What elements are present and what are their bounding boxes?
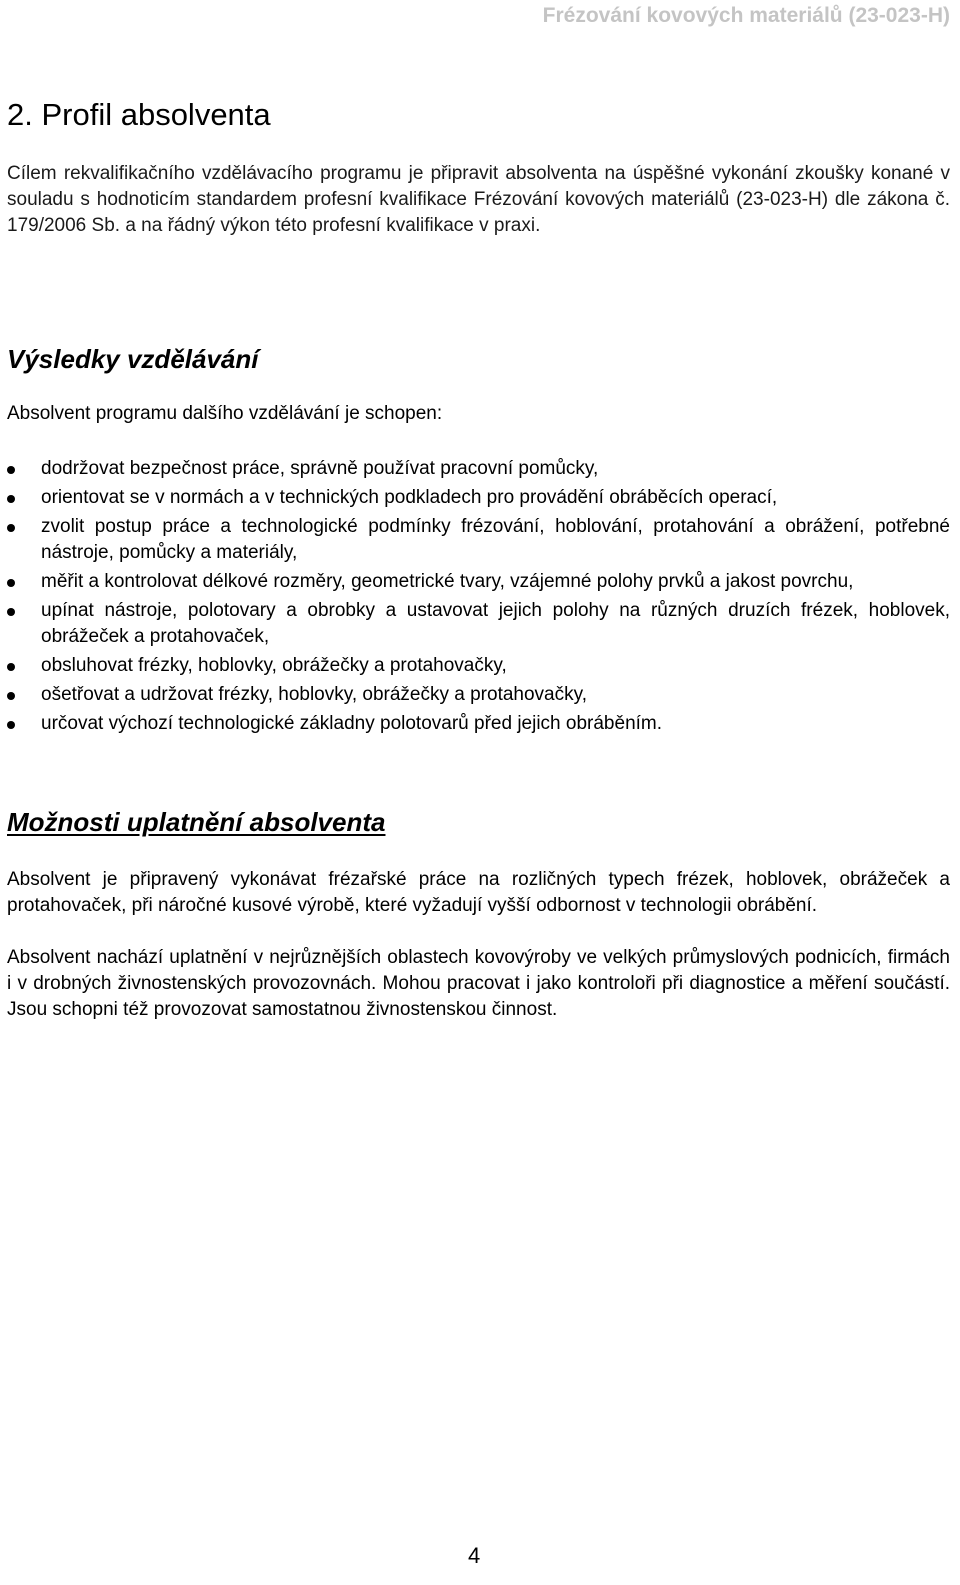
- list-item-text: dodržovat bezpečnost práce, správně používat pracovní pomůcky,: [41, 458, 599, 479]
- page-number: 4: [468, 1543, 481, 1568]
- bullet-icon: [7, 721, 15, 729]
- bullet-icon: [7, 608, 15, 616]
- document-page: [7, 0, 950, 1585]
- possibilities-heading: Možnosti uplatnění absolventa: [7, 807, 386, 837]
- bullet-icon: [7, 579, 15, 587]
- bullet-icon: [7, 466, 15, 474]
- outcomes-list: [7, 456, 950, 740]
- section-title: 2. Profil absolventa: [7, 97, 271, 132]
- list-item: [7, 514, 950, 566]
- list-item-text: určovat výchozí technologické základny polotovarů před jejich obráběním.: [41, 713, 663, 734]
- running-header: Frézování kovových materiálů (23-023-H): [542, 4, 950, 27]
- list-item-text: zvolit postup práce a technologické podmínky frézování, hoblování, protahování a obrážení, potřebné nástroje, pomůcky a materiály,: [41, 516, 950, 563]
- results-heading: Výsledky vzdělávání: [7, 344, 259, 374]
- list-item: [7, 456, 950, 482]
- list-item: [7, 485, 950, 511]
- possibilities-paragraph-1: Absolvent je připravený vykonávat frézařské práce na rozličných typech frézek, hoblovek, obrážeček a protahovaček, při náročné kusové výrobě, které vyžadují vyšší odbornost v technologii obrábění.: [7, 869, 950, 916]
- list-item-text: obsluhovat frézky, hoblovky, obrážečky a protahovačky,: [41, 655, 507, 676]
- list-item-text: ošetřovat a udržovat frézky, hoblovky, obrážečky a protahovačky,: [41, 684, 587, 705]
- possibilities-paragraph-2: Absolvent nachází uplatnění v nejrůznějších oblastech kovovýroby ve velkých průmyslových podnicích, firmách i v drobných živnostenských provozovnách. Mohou pracovat i jako kontroloři při diagnostice a měření součástí. Jsou schopni též provozovat samostatnou živnostenskou činnost.: [7, 947, 950, 1020]
- list-item: [7, 569, 950, 595]
- list-item: [7, 711, 950, 737]
- list-item: [7, 598, 950, 650]
- intro-paragraph: Cílem rekvalifikačního vzdělávacího programu je připravit absolventa na úspěšné vykonání zkoušky konané v souladu s hodnoticím standardem profesní kvalifikace Frézování kovových materiálů (23-023-H) dle zákona č. 179/2006 Sb. a na řádný výkon této profesní kvalifikace v praxi.: [7, 163, 950, 236]
- bullet-icon: [7, 692, 15, 700]
- bullet-icon: [7, 524, 15, 532]
- list-item-text: upínat nástroje, polotovary a obrobky a ustavovat jejich polohy na různých druzích frézek, hoblovek, obrážeček a protahovaček,: [41, 600, 950, 647]
- bullet-icon: [7, 663, 15, 671]
- list-item-text: měřit a kontrolovat délkové rozměry, geometrické tvary, vzájemné polohy prvků a jakost povrchu,: [41, 571, 854, 592]
- results-lead: Absolvent programu dalšího vzdělávání je schopen:: [7, 403, 443, 424]
- list-item: [7, 682, 950, 708]
- list-item: [7, 653, 950, 679]
- list-item-text: orientovat se v normách a v technických podkladech pro provádění obráběcích operací,: [41, 487, 778, 508]
- bullet-icon: [7, 495, 15, 503]
